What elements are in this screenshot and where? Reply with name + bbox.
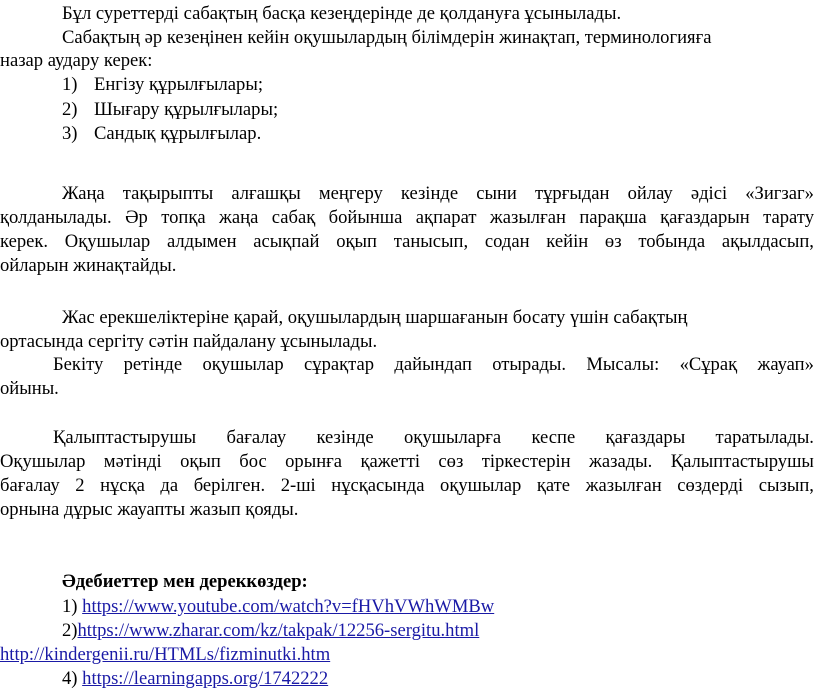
word: отырады.: [492, 354, 567, 375]
word: алғашқы: [231, 183, 301, 204]
word: «Сұрақ: [679, 354, 738, 375]
word: парақша: [579, 207, 647, 228]
word: асықпай: [253, 231, 320, 252]
word: оқып: [336, 231, 377, 252]
word: оқып: [180, 451, 221, 472]
word: оқушыларға: [404, 427, 502, 448]
word: сызып,: [758, 475, 814, 496]
reference-number: 2): [62, 620, 78, 641]
word: 2-ші: [280, 475, 316, 496]
list-text: Сандық құрылғылар.: [94, 123, 262, 144]
list-item: [62, 122, 816, 145]
word: тақырыпты: [122, 183, 214, 204]
list-number: 1): [62, 74, 78, 95]
word: кезінде: [316, 427, 374, 448]
word: орынға: [285, 451, 343, 472]
reference-number: 4): [62, 668, 83, 689]
word: Мысалы:: [586, 354, 660, 375]
reference-item: [0, 643, 816, 666]
word: таратылады.: [715, 427, 814, 448]
paragraph-assessment-line3: [0, 474, 814, 497]
word: тобында: [638, 231, 706, 252]
word: Әр: [125, 207, 148, 228]
word: бағалау: [226, 427, 287, 448]
paragraph-assessment-line1: [53, 426, 814, 449]
word: сұрақтар: [304, 354, 375, 375]
word: да: [160, 475, 179, 496]
word: тіркестерін: [481, 451, 571, 472]
word: Қалыптастырушы: [53, 427, 197, 448]
word: мәтінді: [103, 451, 162, 472]
word: Жаңа: [62, 183, 105, 204]
paragraph-terminology-line2: назар аудару керек:: [0, 50, 153, 71]
word: 2: [75, 475, 85, 496]
word: ақпарат: [415, 207, 477, 228]
word: керек.: [0, 231, 49, 252]
reference-link[interactable]: https://learningapps.org/1742222: [82, 668, 329, 689]
word: танысып,: [393, 231, 469, 252]
word: оқушылар: [202, 354, 284, 375]
paragraph-zigzag-line4: ойларын жинақтайды.: [0, 255, 177, 276]
word: кеспе: [531, 427, 576, 448]
word: дайындап: [394, 354, 472, 375]
word: тұрғыдан: [534, 183, 610, 204]
reference-number: 1): [62, 596, 83, 617]
paragraph-zigzag-line1: [62, 182, 814, 205]
paragraph-refresh-line1: Жас ерекшеліктеріне қарай, оқушылардың шаршағанын босату үшін сабақтың: [62, 307, 688, 328]
word: сабақ: [271, 207, 316, 228]
word: жазады.: [589, 451, 653, 472]
paragraph-questions-line2: ойыны.: [0, 378, 59, 399]
reference-item: [62, 595, 816, 618]
word: «Зигзаг»: [745, 183, 814, 204]
word: жазылған: [489, 207, 566, 228]
paragraph-assessment-line2: [0, 450, 814, 473]
paragraph-terminology-line1: Сабақтың әр кезеңінен кейін оқушылардың білімдерін жинақтап, терминологияға: [62, 27, 712, 48]
list-number: 3): [62, 123, 78, 144]
word: ретінде: [123, 354, 183, 375]
paragraph-refresh-line2: ортасында сергіту сәтін пайдалану ұсынылады.: [0, 331, 378, 352]
paragraph-questions-line1: [53, 353, 814, 376]
word: жауап»: [757, 354, 814, 375]
word: тарату: [763, 207, 814, 228]
word: сыни: [476, 183, 517, 204]
word: қағаздары: [605, 427, 686, 448]
word: ақылдасып,: [721, 231, 814, 252]
word: сөз: [438, 451, 464, 472]
word: Оқушылар: [64, 231, 151, 252]
word: меңгеру: [318, 183, 383, 204]
word: жаңа: [219, 207, 259, 228]
reference-item: [62, 619, 816, 642]
list-text: Енгізу құрылғылары;: [94, 74, 264, 95]
word: бағалау: [0, 475, 60, 496]
word: оқушылар: [440, 475, 522, 496]
word: өз: [604, 231, 622, 252]
reference-link[interactable]: http://kindergenii.ru/HTMLs/fizminutki.htm: [0, 644, 331, 665]
word: қолданылады.: [0, 207, 112, 228]
reference-link[interactable]: https://www.zharar.com/kz/takpak/12256-sergitu.html: [77, 620, 480, 641]
word: қажетті: [360, 451, 420, 472]
reference-link[interactable]: https://www.youtube.com/watch?v=fHVhVWhWMBw: [82, 596, 495, 617]
word: қате: [536, 475, 571, 496]
list-text: Шығару құрылғылары;: [94, 99, 279, 120]
word: Бекіту: [53, 354, 104, 375]
word: кейін: [546, 231, 589, 252]
word: Оқушылар: [0, 451, 86, 472]
word: Қалыптастырушы: [670, 451, 814, 472]
word: берілген.: [193, 475, 266, 496]
paragraph-intro: Бұл суреттерді сабақтың басқа кезеңдерінде де қолдануға ұсынылады.: [62, 3, 622, 24]
word: топқа: [161, 207, 206, 228]
reference-item: [62, 667, 816, 690]
references-heading: Әдебиеттер мен дереккөздер:: [62, 571, 308, 592]
paragraph-zigzag-line2: [0, 206, 814, 229]
word: кезінде: [400, 183, 459, 204]
list-item: [62, 73, 816, 96]
word: бос: [239, 451, 267, 472]
list-item: [62, 98, 816, 121]
word: бойынша: [328, 207, 403, 228]
word: содан: [484, 231, 530, 252]
word: қағаздарын: [660, 207, 750, 228]
word: алдымен: [166, 231, 237, 252]
list-number: 2): [62, 99, 78, 120]
paragraph-zigzag-line3: [0, 230, 814, 253]
word: әдісі: [690, 183, 728, 204]
paragraph-assessment-line4: орнына дұрыс жауапты жазып қояды.: [0, 499, 299, 520]
word: жазылған: [585, 475, 662, 496]
word: ойлау: [627, 183, 673, 204]
word: нұсқа: [100, 475, 145, 496]
word: нұсқасында: [331, 475, 425, 496]
word: сөздерді: [677, 475, 744, 496]
